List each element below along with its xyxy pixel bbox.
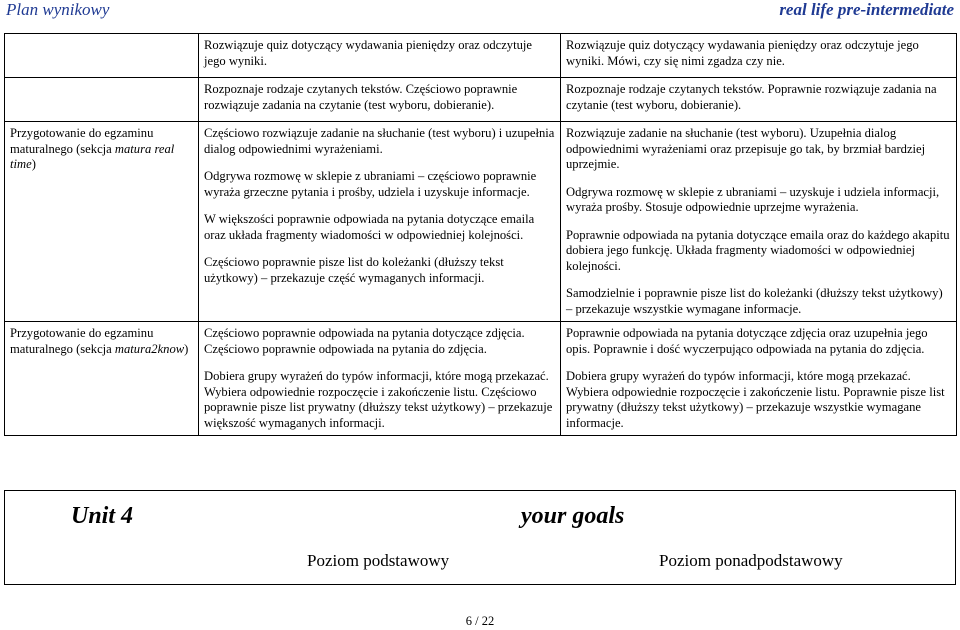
page-number: 6 / 22	[465, 614, 495, 628]
unit-title: Unit 4	[71, 503, 134, 529]
list-item: Dobiera grupy wyrażeń do typów informacji, które mogą przekazać. Wybiera odpowiednie rozpoczęcie i zakończenie listu. Poprawnie pisze list prywatny (dłuższy tekst użytkowy) – przekazuje wszystkie wymagane informacje.	[566, 369, 945, 430]
basic-level-cell: Rozpoznaje rodzaje czytanych tekstów. Częściowo poprawnie rozwiązuje zadania na czytanie (test wyboru, dobieranie).	[199, 78, 561, 122]
advanced-level-cell	[561, 122, 957, 322]
plan-table	[4, 33, 957, 436]
list-item: Dobiera grupy wyrażeń do typów informacji, które mogą przekazać. Wybiera odpowiednie rozpoczęcie i zakończenie listu. Częściowo poprawnie pisze list prywatny (dłuższy tekst użytkowy) – przekazuje większość wymaganych informacji.	[204, 369, 553, 430]
level-basic-heading: Poziom podstawowy	[307, 551, 450, 570]
advanced-level-cell: Rozpoznaje rodzaje czytanych tekstów. Poprawnie rozwiązuje zadania na czytanie (test wyboru, dobieranie).	[561, 78, 957, 122]
list-item: W większości poprawnie odpowiada na pytania dotyczące emaila oraz układa fragmenty wiadomości w odpowiedniej kolejności.	[204, 212, 535, 242]
table-row	[5, 322, 957, 436]
section-label-matura2know: Przygotowanie do egzaminu maturalnego (sekcja matura2know)	[5, 322, 199, 436]
document-header-course: real life pre-intermediate	[779, 0, 954, 19]
table-row	[5, 122, 957, 322]
goals-title: your goals	[521, 503, 625, 529]
list-item: Odgrywa rozmowę w sklepie z ubraniami – częściowo poprawnie wyraża grzeczne pytania i prośby, udziela i uzyskuje informacje.	[204, 169, 537, 199]
list-item: Częściowo rozwiązuje zadanie na słuchanie (test wyboru) i uzupełnia dialog odpowiednimi wyrażeniami.	[204, 126, 555, 156]
table-row	[5, 34, 957, 78]
table-row	[5, 78, 957, 122]
advanced-level-cell: Rozwiązuje quiz dotyczący wydawania pieniędzy oraz odczytuje jego wyniki. Mówi, czy się nimi zgadza czy nie.	[561, 34, 957, 78]
document-header-title: Plan wynikowy	[6, 0, 110, 19]
section-cell	[5, 34, 199, 78]
list-item: Odgrywa rozmowę w sklepie z ubraniami – uzyskuje i udziela informacji, wyraża prośby. Stosuje odpowiednie uprzejme wyrażenia.	[566, 184, 940, 214]
list-item: Częściowo poprawnie odpowiada na pytania dotyczące zdjęcia. Częściowo poprawnie odpowiada na pytania do zdjęcia.	[204, 326, 525, 356]
unit-goals-header	[4, 490, 956, 585]
list-item: Poprawnie odpowiada na pytania dotyczące emaila oraz do każdego akapitu dobiera jego funkcję. Układa fragmenty wiadomości w odpowiedniej kolejności.	[566, 227, 950, 273]
list-item: Poprawnie odpowiada na pytania dotyczące zdjęcia oraz uzupełnia jego opis. Poprawnie i dość wyczerpująco odpowiada na pytania do zdjęcia.	[566, 326, 928, 356]
section-label-matura-real-time: Przygotowanie do egzaminu maturalnego (sekcja matura real time)	[5, 122, 199, 322]
list-item: Częściowo poprawnie pisze list do koleżanki (dłuższy tekst użytkowy) – przekazuje część wymaganych informacji.	[204, 255, 504, 285]
basic-level-cell	[199, 322, 561, 436]
section-cell	[5, 78, 199, 122]
list-item: Samodzielnie i poprawnie pisze list do koleżanki (dłuższy tekst użytkowy) – przekazuje wszystkie wymagane informacje.	[566, 286, 943, 316]
advanced-level-cell	[561, 322, 957, 436]
list-item: Rozwiązuje zadanie na słuchanie (test wyboru). Uzupełnia dialog odpowiednimi wyrażeniami oraz przepisuje go tak, by brzmiał bardziej uprzejmie.	[566, 126, 926, 171]
basic-level-cell	[199, 122, 561, 322]
basic-level-cell: Rozwiązuje quiz dotyczący wydawania pieniędzy oraz odczytuje jego wyniki.	[199, 34, 561, 78]
level-advanced-heading: Poziom ponadpodstawowy	[659, 551, 843, 570]
